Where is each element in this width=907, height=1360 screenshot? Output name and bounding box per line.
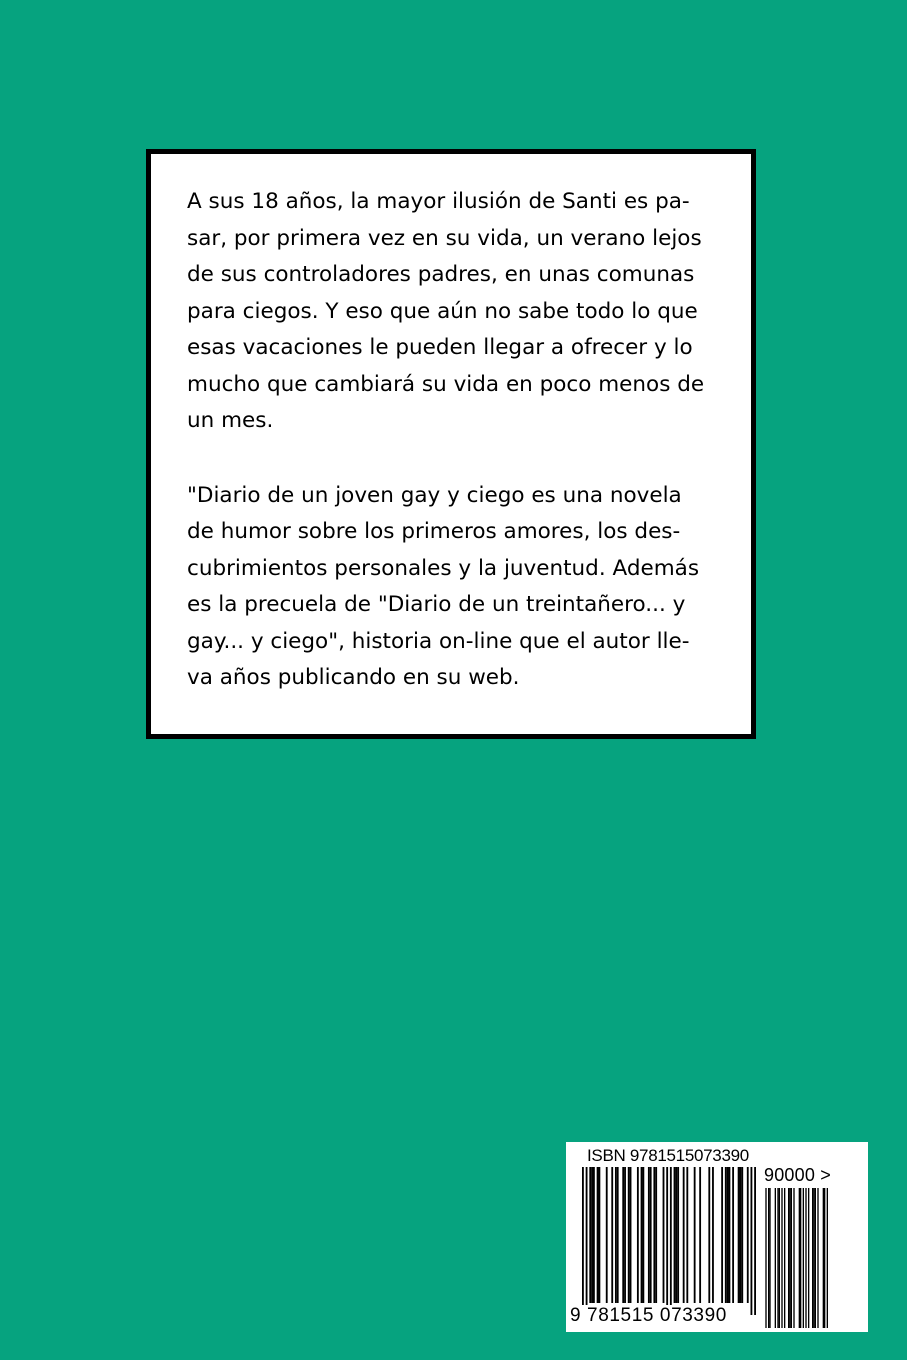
barcode-bar bbox=[732, 1167, 734, 1303]
barcode-bar bbox=[805, 1188, 806, 1328]
barcode-bar bbox=[648, 1167, 650, 1303]
barcode-bar bbox=[642, 1167, 644, 1303]
barcode-bar bbox=[694, 1167, 696, 1303]
barcode-bar bbox=[674, 1167, 676, 1303]
barcode-bar bbox=[740, 1167, 742, 1303]
barcode-bar bbox=[812, 1188, 813, 1328]
barcode-bar bbox=[751, 1167, 753, 1315]
barcode-bar bbox=[683, 1167, 685, 1303]
barcode-bar bbox=[791, 1188, 792, 1328]
barcode-bar bbox=[598, 1167, 600, 1303]
barcode-bar bbox=[781, 1188, 782, 1328]
synopsis-line: esas vacaciones le pueden llegar a ofrecer y lo bbox=[187, 335, 693, 360]
barcode-bar bbox=[663, 1167, 665, 1303]
ean-digits: 9 781515 073390 bbox=[570, 1305, 727, 1326]
barcode-bar bbox=[593, 1167, 595, 1303]
barcode-bar bbox=[775, 1188, 776, 1328]
synopsis-line: de humor sobre los primeros amores, los des- bbox=[187, 519, 681, 544]
barcode-bar bbox=[708, 1167, 710, 1303]
synopsis-paragraph-2 bbox=[187, 478, 723, 697]
synopsis-line: sar, por primera vez en su vida, un verano lejos bbox=[187, 225, 702, 251]
barcode-bar bbox=[637, 1167, 639, 1303]
barcode-bar bbox=[606, 1167, 608, 1303]
barcode-bar bbox=[591, 1167, 593, 1303]
barcode-bar bbox=[617, 1167, 619, 1303]
barcode-bar bbox=[589, 1167, 591, 1303]
barcode-bar bbox=[615, 1167, 617, 1303]
barcode-bar bbox=[747, 1167, 749, 1303]
barcode-bar bbox=[675, 1167, 677, 1303]
barcode-bar bbox=[641, 1167, 643, 1303]
barcode-bar bbox=[823, 1188, 824, 1328]
addon-barcode bbox=[764, 1188, 828, 1328]
barcode-bar bbox=[741, 1167, 743, 1303]
synopsis-line: gay... y ciego", historia on-line que el autor lle- bbox=[187, 628, 690, 654]
barcode-bar bbox=[611, 1167, 613, 1303]
barcode-bar bbox=[784, 1188, 785, 1328]
synopsis-line: un mes. bbox=[187, 408, 274, 433]
barcode-bar bbox=[677, 1167, 679, 1303]
barcode-bar bbox=[666, 1167, 668, 1315]
barcode-bar bbox=[727, 1167, 729, 1303]
barcode-bar bbox=[712, 1167, 714, 1303]
barcode-bar bbox=[765, 1188, 766, 1328]
barcode-bar bbox=[788, 1188, 789, 1328]
barcode-bar bbox=[622, 1167, 624, 1303]
synopsis-line: cubrimientos personales y la juventud. Además bbox=[187, 555, 700, 581]
barcode-bar bbox=[827, 1188, 828, 1328]
barcode-bar bbox=[808, 1188, 809, 1328]
barcode-bar bbox=[624, 1167, 626, 1303]
synopsis-box bbox=[146, 149, 756, 739]
barcode-bar bbox=[803, 1188, 804, 1328]
synopsis-paragraph-1 bbox=[187, 184, 723, 440]
barcode-bar bbox=[630, 1167, 632, 1303]
barcode-bar bbox=[813, 1188, 814, 1328]
price-code-label: 90000 > bbox=[764, 1165, 831, 1185]
barcode-bar bbox=[793, 1188, 794, 1328]
barcode-bar bbox=[779, 1188, 780, 1328]
synopsis-line: para ciegos. Y eso que aún no sabe todo lo que bbox=[187, 298, 698, 324]
synopsis-line: de sus controladores padres, en unas comunas bbox=[187, 262, 695, 287]
barcode-bar bbox=[670, 1167, 672, 1315]
synopsis-line: A sus 18 años, la mayor ilusión de Santi es pa- bbox=[187, 189, 690, 214]
barcode-bar bbox=[815, 1188, 816, 1328]
isbn-label: ISBN 9781515073390 bbox=[587, 1146, 749, 1165]
barcode-bar bbox=[628, 1167, 630, 1303]
barcode-bar bbox=[650, 1167, 652, 1303]
barcode-bar bbox=[699, 1167, 701, 1303]
barcode-bar bbox=[817, 1188, 818, 1328]
barcode-bar bbox=[586, 1167, 588, 1315]
barcode-bar bbox=[800, 1188, 801, 1328]
barcode-bar bbox=[655, 1167, 657, 1303]
barcode-bar bbox=[582, 1167, 584, 1315]
barcode-bar bbox=[824, 1188, 825, 1328]
barcode-bar bbox=[754, 1167, 756, 1315]
barcode-bar bbox=[653, 1167, 655, 1303]
synopsis-line: mucho que cambiará su vida en poco menos de bbox=[187, 371, 705, 397]
synopsis-line: es la precuela de "Diario de un treintañero... y bbox=[187, 592, 686, 617]
barcode-bar bbox=[738, 1167, 740, 1303]
barcode-bar bbox=[725, 1167, 727, 1303]
barcode-bar bbox=[597, 1167, 599, 1303]
barcode-bar bbox=[789, 1188, 790, 1328]
barcode-box bbox=[566, 1142, 868, 1332]
ean-barcode bbox=[582, 1167, 756, 1317]
synopsis-line: "Diario de un joven gay y ciego es una novela bbox=[187, 482, 682, 508]
barcode-bar bbox=[799, 1188, 800, 1328]
barcode-bar bbox=[721, 1167, 723, 1303]
barcode-bar bbox=[777, 1188, 778, 1328]
barcode-bar bbox=[768, 1188, 769, 1328]
synopsis-line: va años publicando en su web. bbox=[187, 665, 520, 690]
barcode-bar bbox=[729, 1167, 731, 1303]
barcode-bar bbox=[686, 1167, 688, 1303]
barcode-bar bbox=[769, 1188, 770, 1328]
